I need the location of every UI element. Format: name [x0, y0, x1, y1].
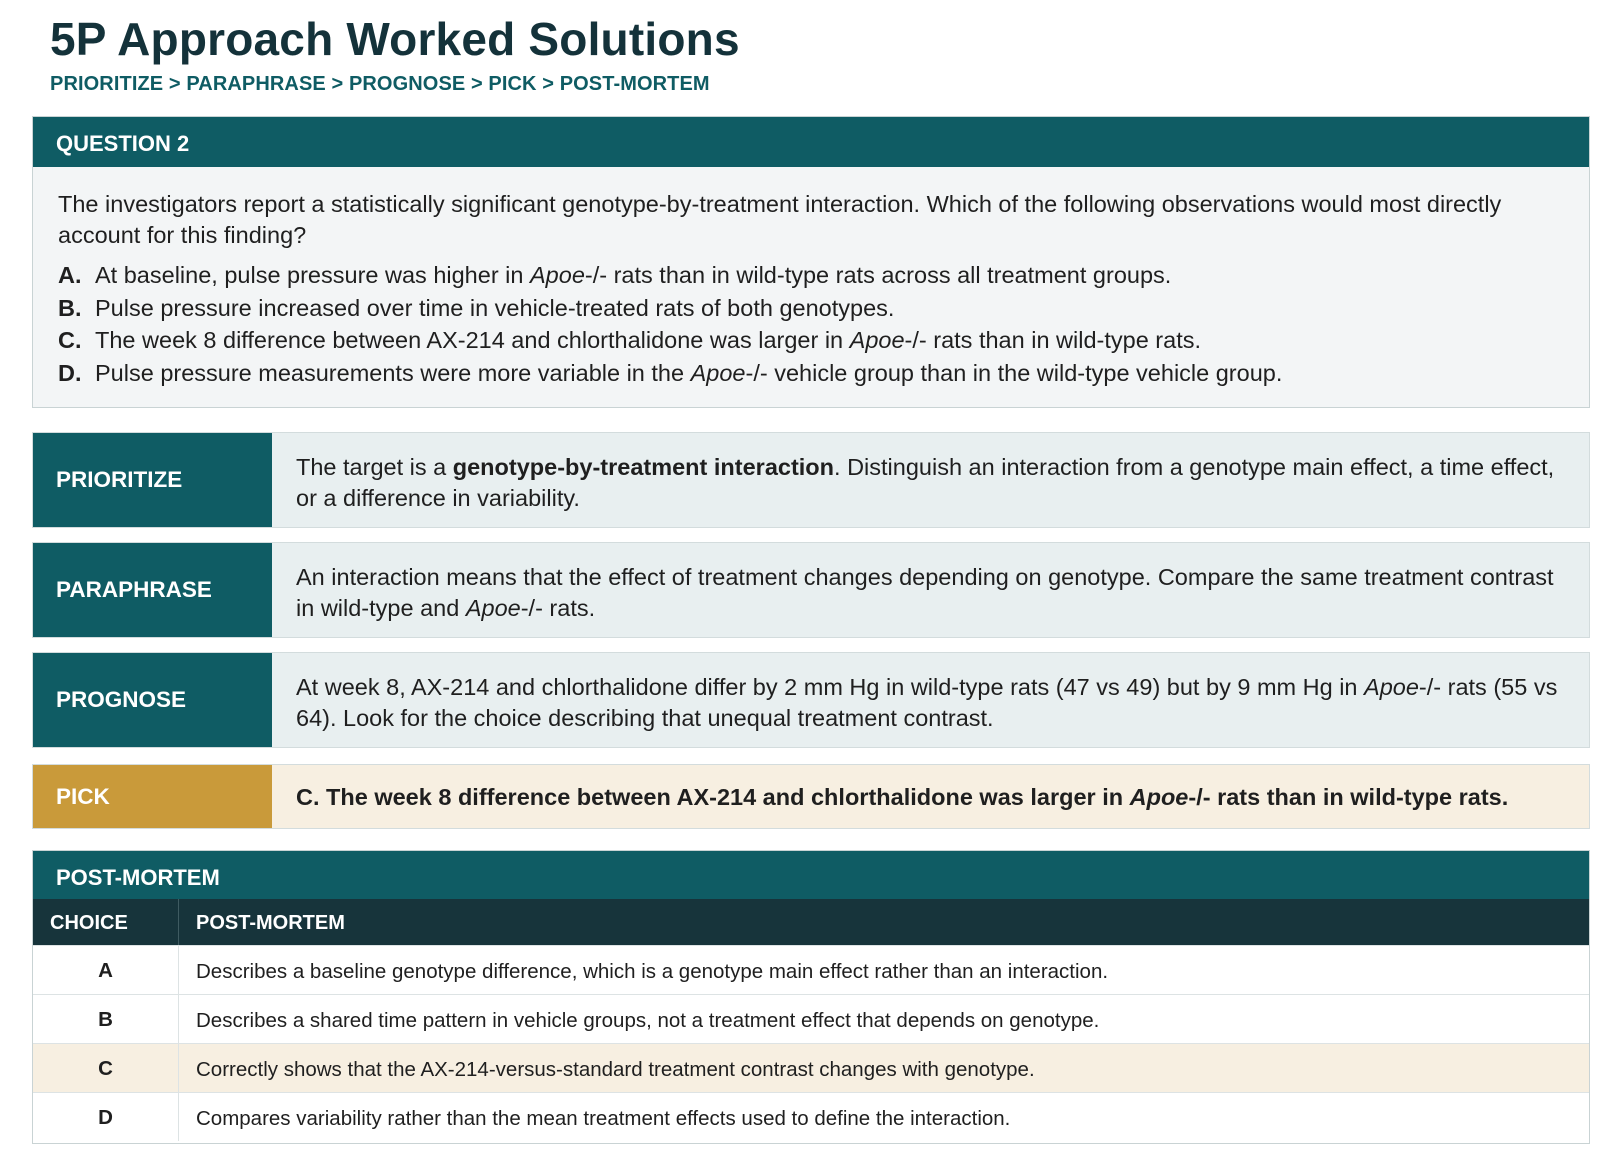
postmortem-table: [32, 850, 1590, 1144]
step-body: An interaction means that the effect of treatment changes depending on genotype. Compare the same treatment contrast in wild-type and Apoe-/- rats.: [272, 543, 1589, 637]
step-body: C. The week 8 difference between AX-214 and chlorthalidone was larger in Apoe-/- rats than in wild-type rats.: [272, 765, 1589, 828]
question-heading: QUESTION 2: [33, 117, 1589, 167]
step-paraphrase: [32, 542, 1590, 638]
row-text: Describes a shared time pattern in vehicle groups, not a treatment effect that depends on genotype.: [196, 1009, 1100, 1032]
choice-text: The week 8 difference between AX-214 and chlorthalidone was larger in Apoe-/- rats than in wild-type rats.: [95, 327, 1202, 353]
step-prognose: [32, 652, 1590, 748]
choice-text: Pulse pressure measurements were more variable in the Apoe-/- vehicle group than in the wild-type vehicle group.: [95, 359, 1283, 386]
choice-d: [58, 357, 1565, 390]
row-text: Correctly shows that the AX-214-versus-standard treatment contrast changes with genotype.: [196, 1058, 1035, 1081]
choice-letter: D.: [58, 359, 82, 386]
step-body: At week 8, AX-214 and chlorthalidone differ by 2 mm Hg in wild-type rats (47 vs 49) but by 9 mm Hg in Apoe-/- rats (55 vs 64). Look for the choice describing that unequal treatment contrast.: [272, 653, 1589, 747]
row-choice: A: [33, 946, 179, 994]
page-subtitle: PRIORITIZE > PARAPHRASE > PROGNOSE > PICK > POST-MORTEM: [50, 73, 710, 95]
question-box: [32, 116, 1590, 408]
choice-b: [58, 292, 1565, 325]
table-row: [33, 994, 1589, 1043]
choice-a: [58, 259, 1565, 292]
step-pick: [32, 764, 1590, 829]
column-header-postmortem: POST-MORTEM: [196, 912, 345, 934]
page-title: 5P Approach Worked Solutions: [50, 13, 740, 65]
column-header-choice: CHOICE: [33, 899, 179, 945]
question-stem: The investigators report a statistically significant genotype-by-treatment interaction. Which of the following observations would most directly account for this finding?: [58, 191, 1502, 248]
row-choice: B: [33, 995, 179, 1043]
table-row: [33, 945, 1589, 994]
table-row-correct: [33, 1043, 1589, 1092]
row-choice: D: [33, 1093, 179, 1141]
step-label: PARAPHRASE: [33, 543, 272, 637]
question-choices: [33, 251, 1589, 389]
step-prioritize: [32, 432, 1590, 528]
choice-text: At baseline, pulse pressure was higher in Apoe-/- rats than in wild-type rats across all treatment groups.: [95, 262, 1172, 288]
step-body: The target is a genotype-by-treatment interaction. Distinguish an interaction from a genotype main effect, a time effect, or a difference in variability.: [272, 433, 1589, 527]
choice-text: Pulse pressure increased over time in vehicle-treated rats of both genotypes.: [95, 294, 895, 321]
postmortem-heading: POST-MORTEM: [33, 851, 1589, 899]
table-row: [33, 1092, 1589, 1141]
step-label: PICK: [33, 765, 272, 828]
table-header-row: [33, 899, 1589, 945]
row-text: Compares variability rather than the mean treatment effects used to define the interaction.: [196, 1107, 1011, 1130]
choice-c: [58, 324, 1565, 357]
step-label: PROGNOSE: [33, 653, 272, 747]
row-text: Describes a baseline genotype difference, which is a genotype main effect rather than an interaction.: [196, 960, 1109, 983]
choice-letter: B.: [58, 294, 82, 321]
choice-letter: A.: [58, 262, 82, 288]
choice-letter: C.: [58, 327, 82, 353]
step-label: PRIORITIZE: [33, 433, 272, 527]
row-choice: C: [33, 1044, 179, 1092]
